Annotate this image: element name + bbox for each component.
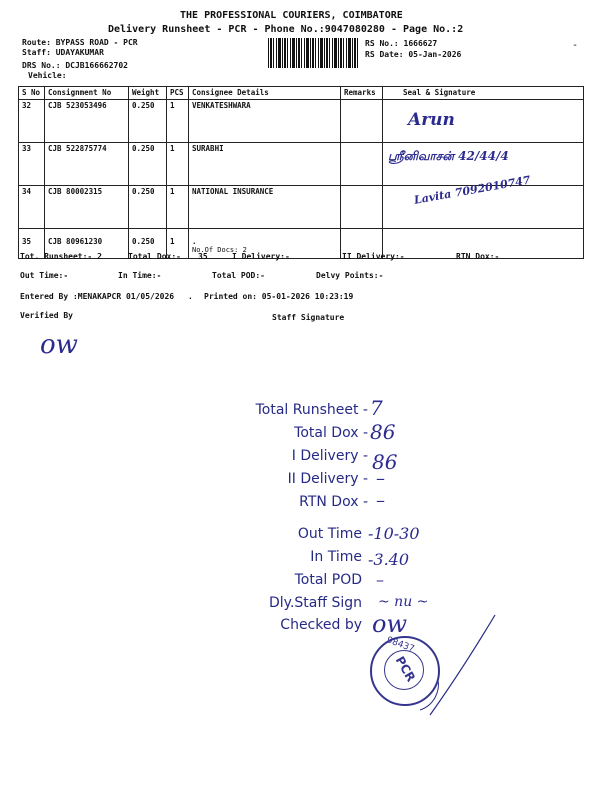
cell-weight: 0.250	[129, 143, 167, 186]
stamp-value-dly-staff-sign: ~ nu ~	[378, 594, 429, 610]
cell-pcs: 1	[167, 186, 189, 229]
cell-weight: 0.250	[129, 229, 167, 259]
stamp-label-total-dox: Total Dox -	[294, 425, 368, 441]
stamp-label-dly-staff-sign: Dly.Staff Sign	[269, 595, 362, 611]
cell-pcs: 1	[167, 143, 189, 186]
stamp-value-total-runsheet: 7	[370, 396, 383, 420]
cell-signature	[383, 143, 584, 186]
no-of-docs: No.Of Docs: 2	[192, 246, 247, 254]
stamp-value-rtn-dox: –	[376, 490, 385, 511]
cell-consignment: CJB 80002315	[45, 186, 129, 229]
corner-mark: -	[572, 40, 579, 51]
round-stamp	[370, 636, 440, 706]
stamp-value-i-delivery: 86	[372, 450, 398, 474]
rtn-dox-label: RTN Dox:-	[456, 252, 500, 261]
consignment-table	[18, 86, 584, 259]
cell-weight: 0.250	[129, 100, 167, 143]
cell-consignment: CJB 522875774	[45, 143, 129, 186]
in-time-label: In Time:-	[118, 271, 162, 280]
table-header-row	[19, 87, 584, 100]
delvy-points-label: Delvy Points:-	[316, 271, 384, 280]
col-header-remarks: Remarks	[341, 87, 383, 100]
cell-consignment: CJB 523053496	[45, 100, 129, 143]
cell-consignment: CJB 80961230	[45, 229, 129, 259]
stamp-label-total-runsheet: Total Runsheet -	[255, 402, 368, 418]
tot-runsheet: Tot. Runsheet:- 2	[20, 252, 102, 261]
stamp-value-ii-delivery: –	[376, 468, 385, 489]
drs-no-label: DRS No.: DCJB166662702	[22, 61, 128, 70]
verified-signature: ow	[40, 330, 78, 360]
stamp-label-in-time: In Time	[310, 549, 362, 565]
signature-handwriting: ஸ்ரீனிவாசன் 42/44/4	[388, 149, 509, 163]
runsheet-subtitle: Delivery Runsheet - PCR - Phone No.:9047080280 - Page No.:2	[108, 24, 464, 35]
cell-remarks	[341, 100, 383, 143]
stamp-value-checked-by: ow	[372, 610, 407, 638]
col-header-consignee: Consignee Details	[189, 87, 341, 100]
entered-by: Entered By :MENAKAPCR 01/05/2026	[20, 292, 175, 301]
rs-date-label: RS Date: 05-Jan-2026	[365, 50, 462, 59]
stamp-ring-text: 98437	[385, 635, 416, 655]
vehicle-label: Vehicle:	[28, 71, 67, 80]
cell-pcs: 1	[167, 100, 189, 143]
signature-handwriting: Arun	[408, 110, 455, 130]
cell-pcs: 1	[167, 229, 189, 259]
col-header-weight: Weight	[129, 87, 167, 100]
consignee-dot: .	[192, 237, 197, 246]
stamp-label-total-pod: Total POD	[294, 572, 362, 588]
i-delivery-label: I Delivery:-	[232, 252, 290, 261]
stamp-label-out-time: Out Time	[297, 526, 362, 542]
stamp-value-total-dox: 86	[370, 420, 396, 444]
stamp-label-rtn-dox: RTN Dox -	[299, 494, 368, 510]
stamp-text: PCR	[392, 653, 419, 685]
ii-delivery-label: II Delivery:-	[342, 252, 405, 261]
col-header-signature: Seal & Signature	[383, 87, 584, 100]
out-time-label: Out Time:-	[20, 271, 69, 280]
col-header-pcs: PCS	[167, 87, 189, 100]
printed-on: Printed on: 05-01-2026 10:23:19	[204, 292, 354, 301]
stamp-value-out-time: -10-30	[368, 524, 420, 543]
cell-sno: 32	[19, 100, 45, 143]
cell-remarks	[341, 143, 383, 186]
cell-signature	[383, 100, 584, 143]
col-header-consignment: Consignment No	[45, 87, 129, 100]
stamp-value-total-pod: –	[376, 570, 384, 589]
company-title: THE PROFESSIONAL COURIERS, COIMBATORE	[180, 10, 403, 21]
cell-signature	[383, 173, 584, 229]
route-label: Route: BYPASS ROAD - PCR	[22, 38, 138, 47]
barcode	[268, 38, 360, 68]
cell-consignee: VENKATESHWARA	[189, 100, 341, 143]
staff-signature-label: Staff Signature	[272, 313, 345, 322]
cell-sno: 33	[19, 143, 45, 186]
table-row	[19, 100, 584, 143]
cell-consignee: NATIONAL INSURANCE	[189, 186, 341, 229]
verified-by-label: Verified By	[20, 311, 73, 320]
total-dox-label: Total Dox:-	[128, 252, 181, 261]
stamp-value-in-time: -3.40	[368, 550, 410, 569]
entered-sep: .	[188, 292, 193, 301]
cell-consignee: SURABHI	[189, 143, 341, 186]
rs-no-label: RS No.: 1666627	[365, 39, 438, 48]
col-header-sno: S No	[19, 87, 45, 100]
stamp-label-i-delivery: I Delivery -	[291, 448, 368, 464]
staff-label: Staff: UDAYAKUMAR	[22, 48, 104, 57]
stamp-label-checked-by: Checked by	[280, 617, 362, 633]
total-dox-value: 35	[198, 252, 208, 261]
cell-sno: 34	[19, 186, 45, 229]
signature-handwriting: Lavita 7092010747	[413, 173, 532, 207]
total-pod-label: Total POD:-	[212, 271, 265, 280]
cell-remarks	[341, 186, 383, 229]
cell-weight: 0.250	[129, 186, 167, 229]
table-row	[19, 186, 584, 229]
stamp-label-ii-delivery: II Delivery -	[287, 471, 368, 487]
cell-sno: 35	[19, 229, 45, 259]
